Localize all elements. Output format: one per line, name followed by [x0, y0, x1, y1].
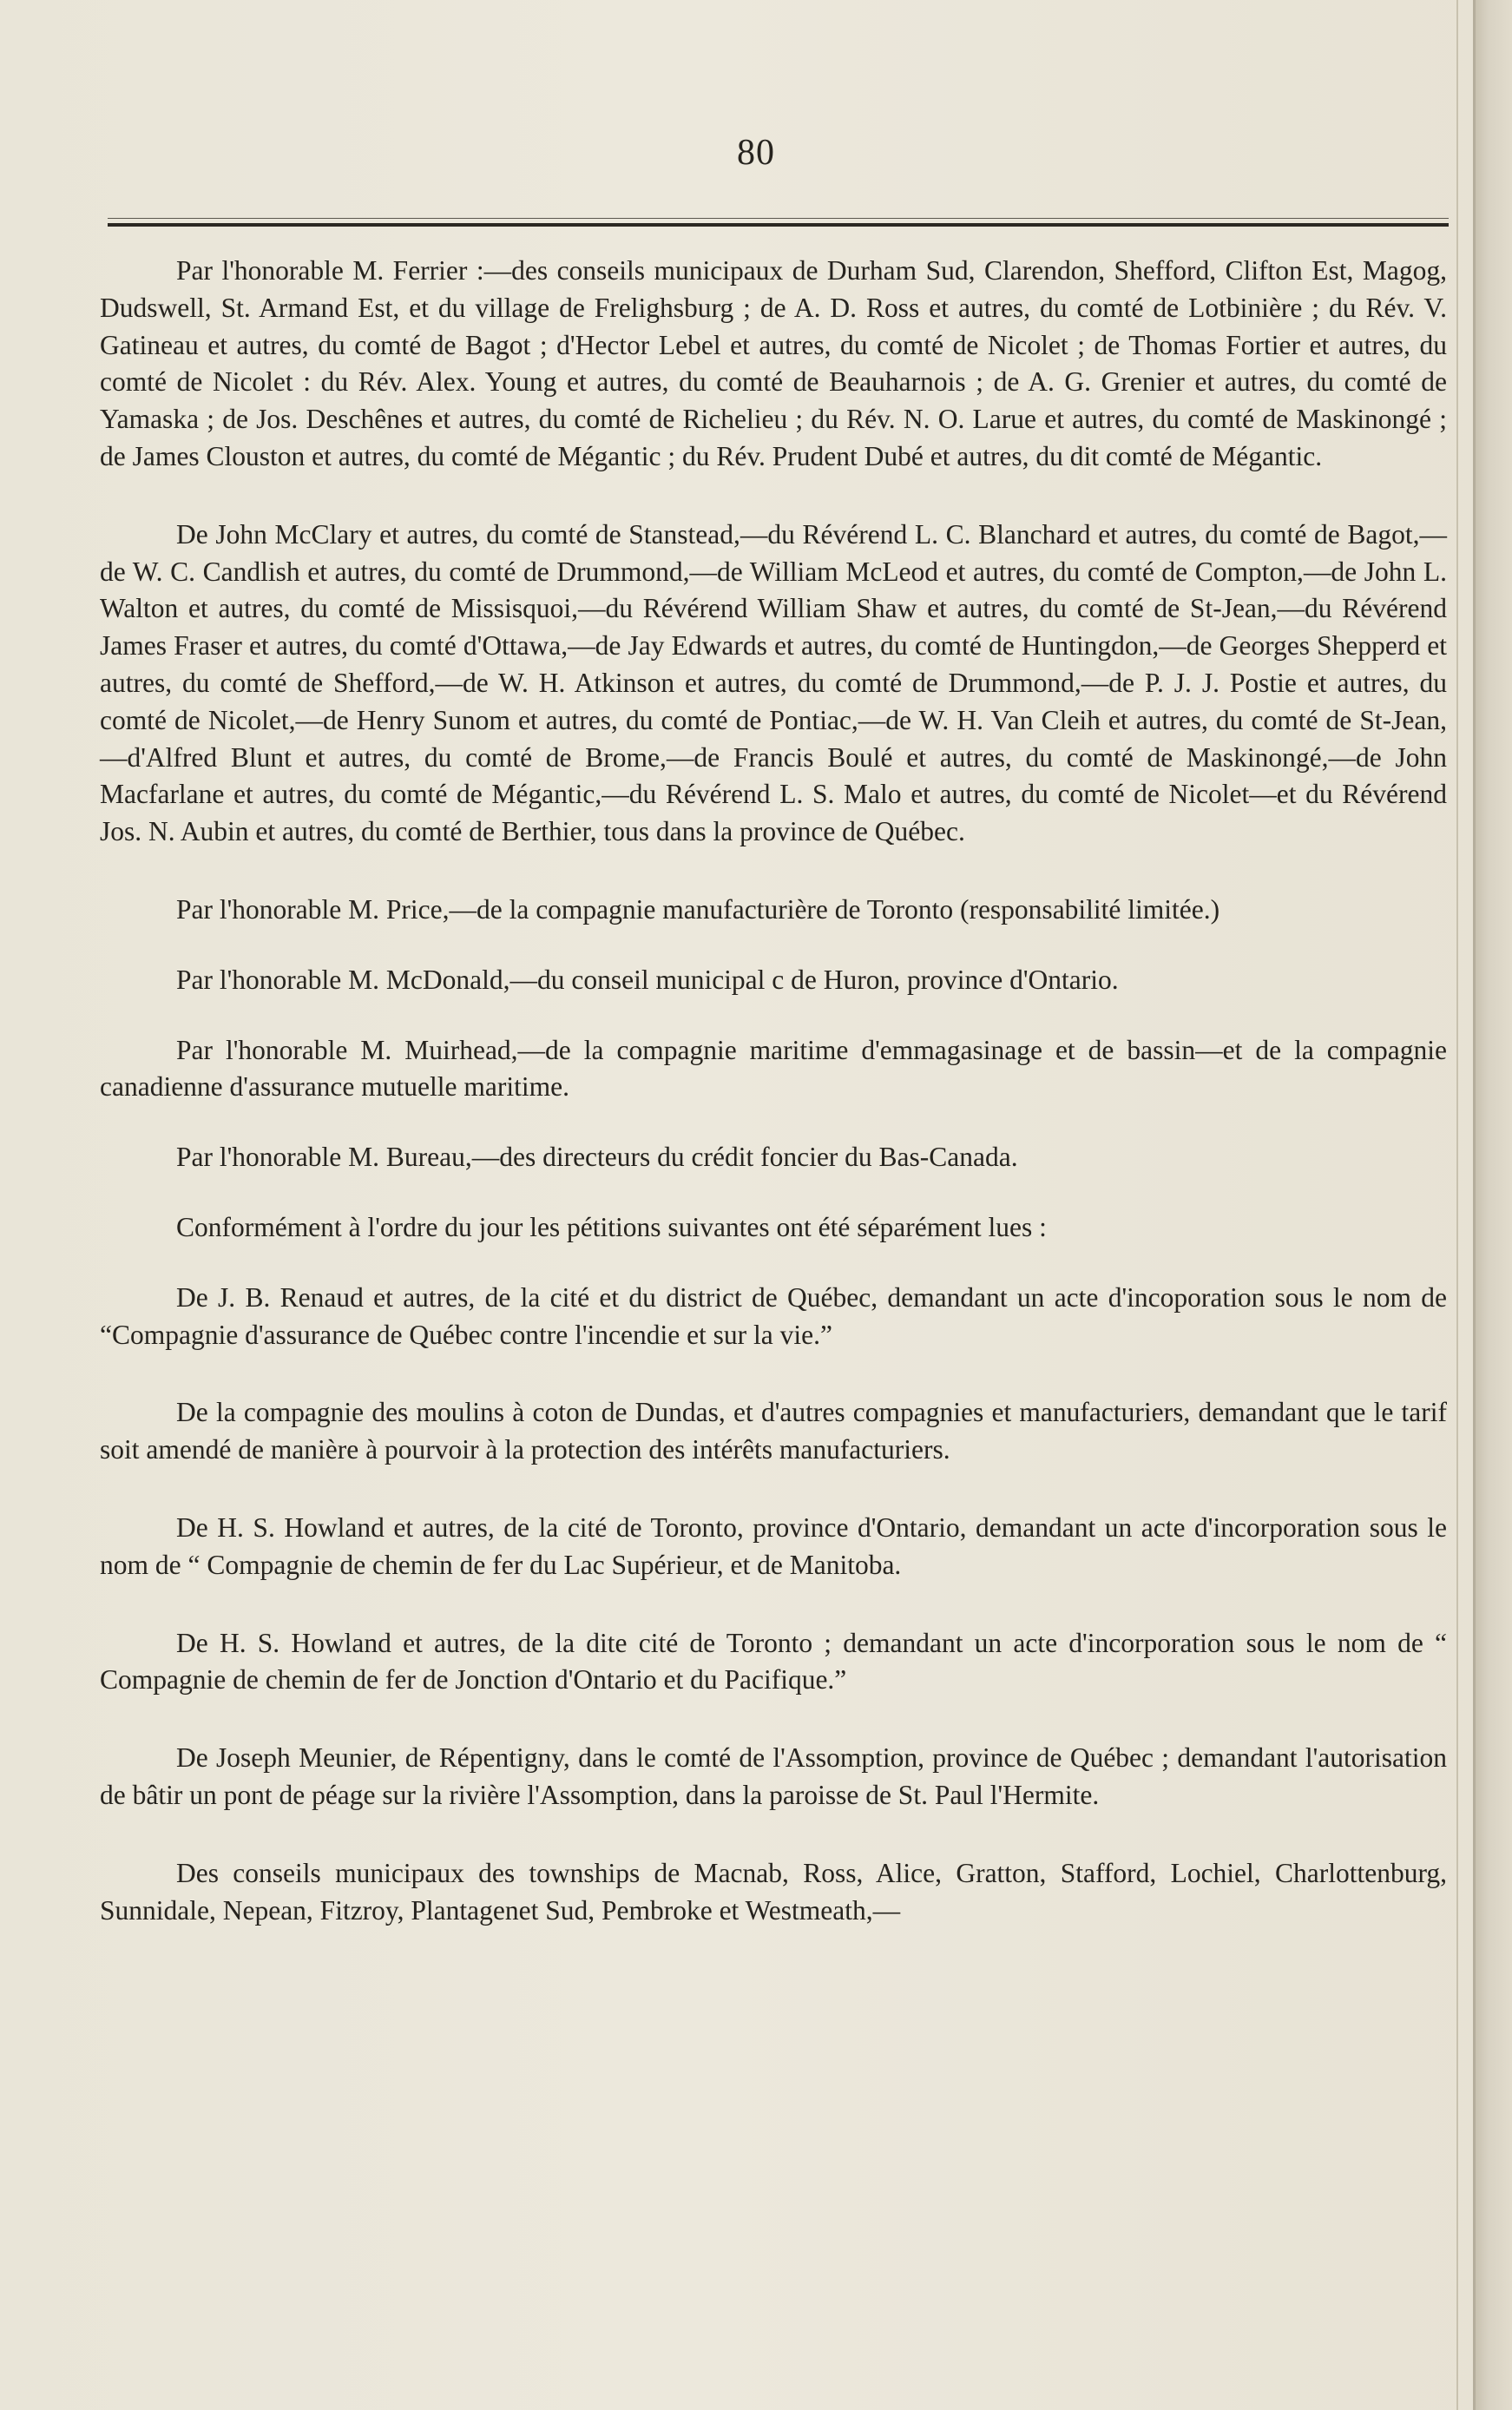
paragraph-howland-lac-superieur: De H. S. Howland et autres, de la cité de Toronto, province d'Ontario, demandant un acte d'incorporation sous le nom de “ Compagnie de chemin de fer du Lac Supérieur, et de Manitoba.	[100, 1511, 1447, 1580]
paragraph-mcdonald: Par l'honorable M. McDonald,—du conseil municipal c de Huron, province d'Ontario.	[176, 964, 1119, 995]
page-body	[100, 253, 1447, 1929]
paragraph-price: Par l'honorable M. Price,—de la compagnie manufacturière de Toronto (responsabilité limitée.)	[176, 893, 1220, 925]
paragraph-ferrier: Par l'honorable M. Ferrier :—des conseils municipaux de Durham Sud, Clarendon, Shefford, Clifton Est, Magog, Dudswell, St. Armand Est, et du village de Frelighsburg ; de A. D. Ross et autres, du comté de Lotbinière ; du Rév. V. Gatineau et autres, du comté de Bagot ; d'Hector Lebel et autres, du comté de Nicolet ; de Thomas Fortier et autres, du comté de Nicolet : du Rév. Alex. Young et autres, du comté de Beauharnois ; de A. G. Grenier et autres, du comté de Yamaska ; de Jos. Deschênes et autres, du comté de Richelieu ; du Rév. N. O. Larue et autres, du comté de Maskinongé ; de James Clouston et autres, du comté de Mégantic ; du Rév. Prudent Dubé et autres, du dit comté de Mégantic.	[100, 255, 1447, 471]
paragraph-renaud: De J. B. Renaud et autres, de la cité et du district de Québec, demandant un acte d'incoporation sous le nom de “Compagnie d'assurance de Québec contre l'incendie et sur la vie.”	[100, 1281, 1447, 1350]
paragraph-muirhead: Par l'honorable M. Muirhead,—de la compagnie maritime d'emmagasinage et de bassin—et de la compagnie canadienne d'assurance mutuelle maritime.	[100, 1034, 1447, 1103]
paragraph-dundas: De la compagnie des moulins à coton de Dundas, et d'autres compagnies et manufacturiers, demandant que le tarif soit amendé de manière à pourvoir à la protection des intérêts manufacturiers.	[100, 1397, 1447, 1465]
header-rule	[108, 223, 1449, 227]
page-number: 80	[737, 133, 775, 173]
paragraph-meunier: De Joseph Meunier, de Répentigny, dans le comté de l'Assomption, province de Québec ; demandant l'autorisation de bâtir un pont de péage sur la rivière l'Assomption, dans la paroisse de St. Paul l'Hermite.	[100, 1742, 1447, 1810]
page-gutter	[1473, 0, 1512, 2410]
binding-shadow	[1456, 0, 1458, 2410]
paragraph-order-of-the-day: Conformément à l'ordre du jour les pétitions suivantes ont été séparément lues :	[176, 1211, 1047, 1242]
paragraph-bureau: Par l'honorable M. Bureau,—des directeurs du crédit foncier du Bas-Canada.	[176, 1142, 1018, 1173]
header-rule-thin	[108, 218, 1449, 219]
paragraph-howland-jonction: De H. S. Howland et autres, de la dite cité de Toronto ; demandant un acte d'incorporation sous le nom de “ Compagnie de chemin de fer de Jonction d'Ontario et du Pacifique.”	[100, 1627, 1447, 1696]
paragraph-mcclary: De John McClary et autres, du comté de Stanstead,—du Révérend L. C. Blanchard et autres, du comté de Bagot,—de W. C. Candlish et autres, du comté de Drummond,—de William McLeod et autres, du comté de Compton,—de John L. Walton et autres, du comté de Missisquoi,—du Révérend William Shaw et autres, du comté de St-Jean,—du Révérend James Fraser et autres, du comté d'Ottawa,—de Jay Edwards et autres, du comté de Huntingdon,—de Georges Shepperd et autres, du comté de Shefford,—de W. H. Atkinson et autres, du comté de Drummond,—de P. J. J. Postie et autres, du comté de Nicolet,—de Henry Sunom et autres, du comté de Pontiac,—de W. H. Van Cleih et autres, du comté de St-Jean,—d'Alfred Blunt et autres, du comté de Brome,—de Francis Boulé et autres, du comté de Maskinongé,—de John Macfarlane et autres, du comté de Mégantic,—du Révérend L. S. Malo et autres, du comté de Nicolet—et du Révérend Jos. N. Aubin et autres, du comté de Berthier, tous dans la province de Québec.	[100, 518, 1447, 847]
paragraph-townships: Des conseils municipaux des townships de Macnab, Ross, Alice, Gratton, Stafford, Lochiel, Charlottenburg, Sunnidale, Nepean, Fitzroy, Plantagenet Sud, Pembroke et Westmeath,—	[100, 1857, 1447, 1926]
